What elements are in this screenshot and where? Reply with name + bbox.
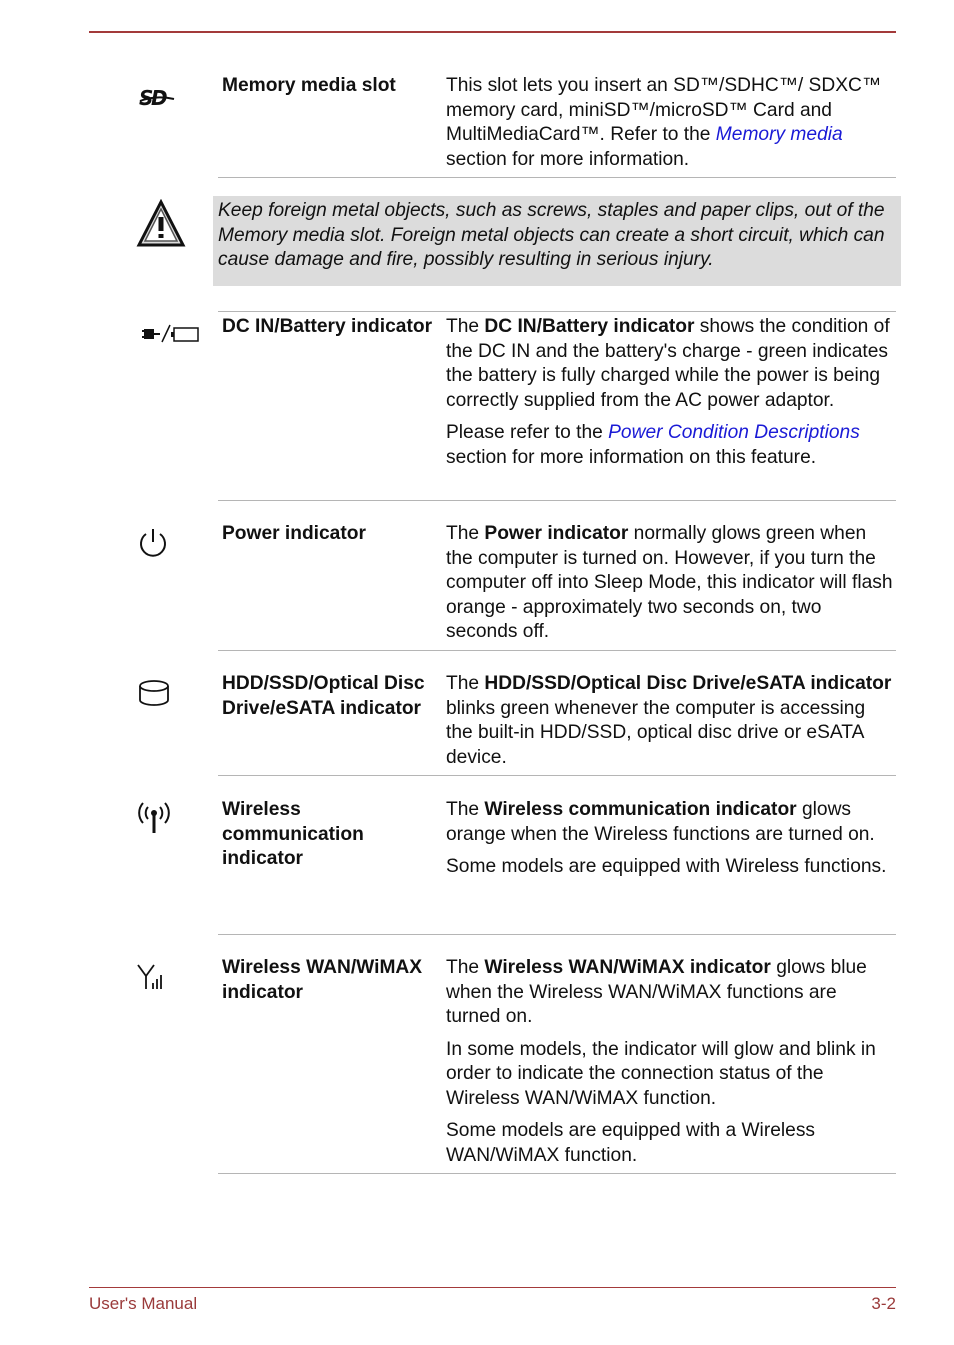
- row-separator: [218, 650, 896, 651]
- row-separator: [218, 934, 896, 935]
- wireless-icon: [136, 800, 172, 836]
- footer-rule: [89, 1287, 896, 1288]
- row-separator: [218, 500, 896, 501]
- svg-text:S: S: [139, 86, 154, 110]
- footer-manual-title: User's Manual: [89, 1294, 198, 1313]
- desc-wireless-indicator: The Wireless communication indicator glows orange when the Wireless functions are turned on. Some models are equipped with Wireless functions.: [446, 799, 887, 877]
- desc-memory-media-slot: This slot lets you insert an SD™/SDHC™/ SDXC™ memory card, miniSD™/microSD™ Card and MultiMediaCard™. Refer to the Memory media section for more information.: [446, 75, 882, 170]
- desc-wireless-wan-indicator: The Wireless WAN/WiMAX indicator glows blue when the Wireless WAN/WiMAX functions are turned on. In some models, the indicator will glow and blink in order to indicate the connection status of the Wireless WAN/WiMAX function. Some models are equipped with a Wireless WAN/WiMAX function.: [446, 957, 876, 1166]
- warning-text: Keep foreign metal objects, such as screws, staples and paper clips, out of the Memory media slot. Foreign metal objects can create a short circuit, which can cause damage and fire, possibly resulting in serious injury.: [218, 200, 885, 270]
- dc-in-battery-icon: [142, 322, 202, 346]
- link-power-condition-descriptions[interactable]: Power Condition Descriptions: [608, 422, 860, 443]
- desc-hdd-indicator: The HDD/SSD/Optical Disc Drive/eSATA indicator blinks green whenever the computer is accessing the built-in HDD/SSD, optical disc drive or eSATA device.: [446, 673, 892, 768]
- row-separator: [218, 1173, 896, 1174]
- power-icon: [136, 526, 170, 560]
- row-separator: [218, 311, 896, 312]
- term-wireless-wan-indicator: Wireless WAN/WiMAX indicator: [222, 957, 423, 1003]
- term-hdd-indicator: HDD/SSD/Optical Disc Drive/eSATA indicator: [222, 673, 425, 719]
- wireless-wan-icon: [136, 962, 168, 992]
- sd-card-icon: [136, 78, 176, 118]
- disk-drive-icon: [136, 678, 172, 708]
- row-separator: [218, 177, 896, 178]
- footer-page-number: 3-2: [871, 1294, 896, 1313]
- link-memory-media[interactable]: Memory media: [715, 124, 843, 145]
- term-memory-media-slot: Memory media slot: [222, 75, 396, 96]
- term-wireless-indicator: Wireless communication indicator: [222, 799, 364, 869]
- term-power-indicator: Power indicator: [222, 523, 366, 544]
- term-dc-in-battery: DC IN/Battery indicator: [222, 316, 433, 337]
- desc-power-indicator: The Power indicator normally glows green when the computer is turned on. However, if you turn the computer off into Sleep Mode, this indicator will flash orange - approximately two seconds on, two seconds off.: [446, 523, 893, 642]
- svg-text:D: D: [151, 86, 168, 110]
- warning-icon: [136, 199, 186, 249]
- header-rule: [89, 31, 896, 33]
- row-separator: [218, 775, 896, 776]
- desc-dc-in-battery: The DC IN/Battery indicator shows the condition of the DC IN and the battery's charge - green indicates the battery is fully charged while the power is being correctly supplied from the AC power adaptor. Please refer to the Power Condition Descriptions section for more information on this feature.: [446, 316, 890, 468]
